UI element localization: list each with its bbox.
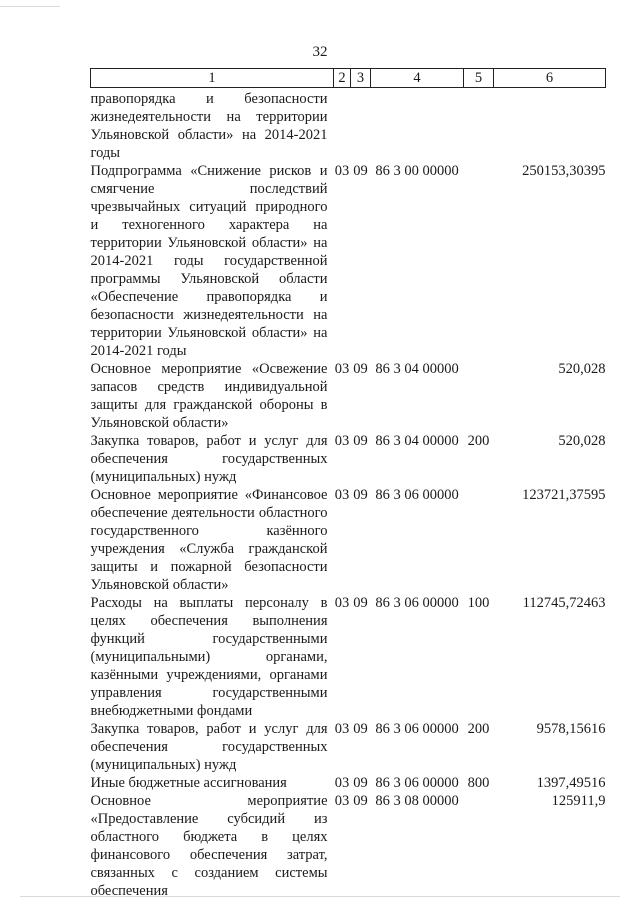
table-row: [91, 486, 606, 594]
page-number: 32: [312, 44, 328, 60]
row-subsection: [351, 88, 371, 163]
row-name: Основное мероприятие «Финансовое обеспечение деятельности областного государственного казённого учреждения «Служба гражданской защиты и пожарной безопасности Ульяновской области»: [90, 487, 328, 593]
row-expense-type: [464, 162, 494, 360]
row-amount: 250153,30395: [522, 163, 606, 179]
row-amount: 9578,15616: [536, 721, 606, 737]
row-amount: 123721,37595: [522, 487, 606, 503]
row-subsection: 09: [353, 433, 368, 449]
row-subsection: 09: [353, 595, 368, 611]
budget-table: [90, 68, 606, 900]
header-col-name: 1: [91, 69, 334, 88]
row-target-article: 86 3 04 00000: [375, 361, 459, 377]
row-target-article: 86 3 04 00000: [375, 433, 459, 449]
row-section: 03: [334, 595, 350, 611]
row-expense-type: 200: [467, 721, 490, 737]
row-expense-type: 800: [467, 775, 490, 791]
row-section: 03: [334, 721, 350, 737]
row-section: 03: [334, 487, 350, 503]
header-row: [91, 69, 606, 88]
row-name: правопорядка и безопасности жизнедеятельности на территории Ульяновской области» на 2014-2021 годы: [90, 91, 328, 161]
row-name: Закупка товаров, работ и услуг для обеспечения государственных (муниципальных) нужд: [90, 721, 328, 773]
header-col-subsection: 3: [351, 69, 371, 88]
row-name: Подпрограмма «Снижение рисков и смягчение последствий чрезвычайных ситуаций природного и техногенного характера на территории Ульяновской области» на 2014-2021 годы государственной программы Ульяновской области «Обеспечение правопорядка и безопасности жизнедеятельности на территории Ульяновской области» на 2014-2021 годы: [90, 163, 328, 359]
table-row: [91, 594, 606, 720]
row-expense-type: [464, 486, 494, 594]
header-col-amount: 6: [494, 69, 606, 88]
row-name: Иные бюджетные ассигнования: [90, 775, 287, 791]
row-target-article: 86 3 06 00000: [375, 487, 459, 503]
row-name: Основное мероприятие «Предоставление субсидий из областного бюджета в целях финансового обеспечения затрат, связанных с созданием системы обеспечения: [90, 793, 328, 899]
row-amount: 1397,49516: [536, 775, 606, 791]
row-amount: [494, 88, 606, 163]
row-target-article: 86 3 08 00000: [375, 793, 459, 809]
row-subsection: 09: [353, 793, 368, 809]
row-expense-type: [464, 360, 494, 432]
row-expense-type: [464, 88, 494, 163]
row-subsection: 09: [353, 361, 368, 377]
row-amount: 125911,9: [551, 793, 606, 809]
row-name: Закупка товаров, работ и услуг для обеспечения государственных (муниципальных) нужд: [90, 433, 328, 485]
row-subsection: 09: [353, 775, 368, 791]
row-amount: 520,028: [558, 433, 606, 449]
row-subsection: 09: [353, 721, 368, 737]
table-row: [91, 432, 606, 486]
row-expense-type: [464, 792, 494, 900]
row-amount: 520,028: [558, 361, 606, 377]
row-target-article: 86 3 06 00000: [375, 595, 459, 611]
row-section: 03: [334, 163, 350, 179]
row-subsection: 09: [353, 487, 368, 503]
row-subsection: 09: [353, 163, 368, 179]
row-target-article: 86 3 06 00000: [375, 775, 459, 791]
row-target-article: [371, 88, 464, 163]
row-section: [334, 88, 351, 163]
table-row: [91, 162, 606, 360]
row-expense-type: 200: [467, 433, 490, 449]
row-section: 03: [334, 793, 350, 809]
table-row: [91, 88, 606, 163]
row-target-article: 86 3 06 00000: [375, 721, 459, 737]
top-edge-artifact: [0, 6, 60, 7]
table-row: [91, 792, 606, 900]
header-col-section: 2: [334, 69, 351, 88]
table-row: [91, 360, 606, 432]
header-col-target-article: 4: [371, 69, 464, 88]
row-target-article: 86 3 00 00000: [375, 163, 459, 179]
row-expense-type: 100: [467, 595, 490, 611]
table-row: [91, 774, 606, 792]
row-section: 03: [334, 433, 350, 449]
row-name: Расходы на выплаты персоналу в целях обеспечения выполнения функций государственными (муниципальными) органами, казёнными учреждениями, органами управления государственными внебюджетными фондами: [90, 595, 328, 719]
row-section: 03: [334, 775, 350, 791]
row-amount: 112745,72463: [522, 595, 606, 611]
row-section: 03: [334, 361, 350, 377]
row-name: Основное мероприятие «Освежение запасов средств индивидуальной защиты для гражданской обороны в Ульяновской области»: [90, 361, 328, 431]
header-col-expense-type: 5: [464, 69, 494, 88]
table-row: [91, 720, 606, 774]
